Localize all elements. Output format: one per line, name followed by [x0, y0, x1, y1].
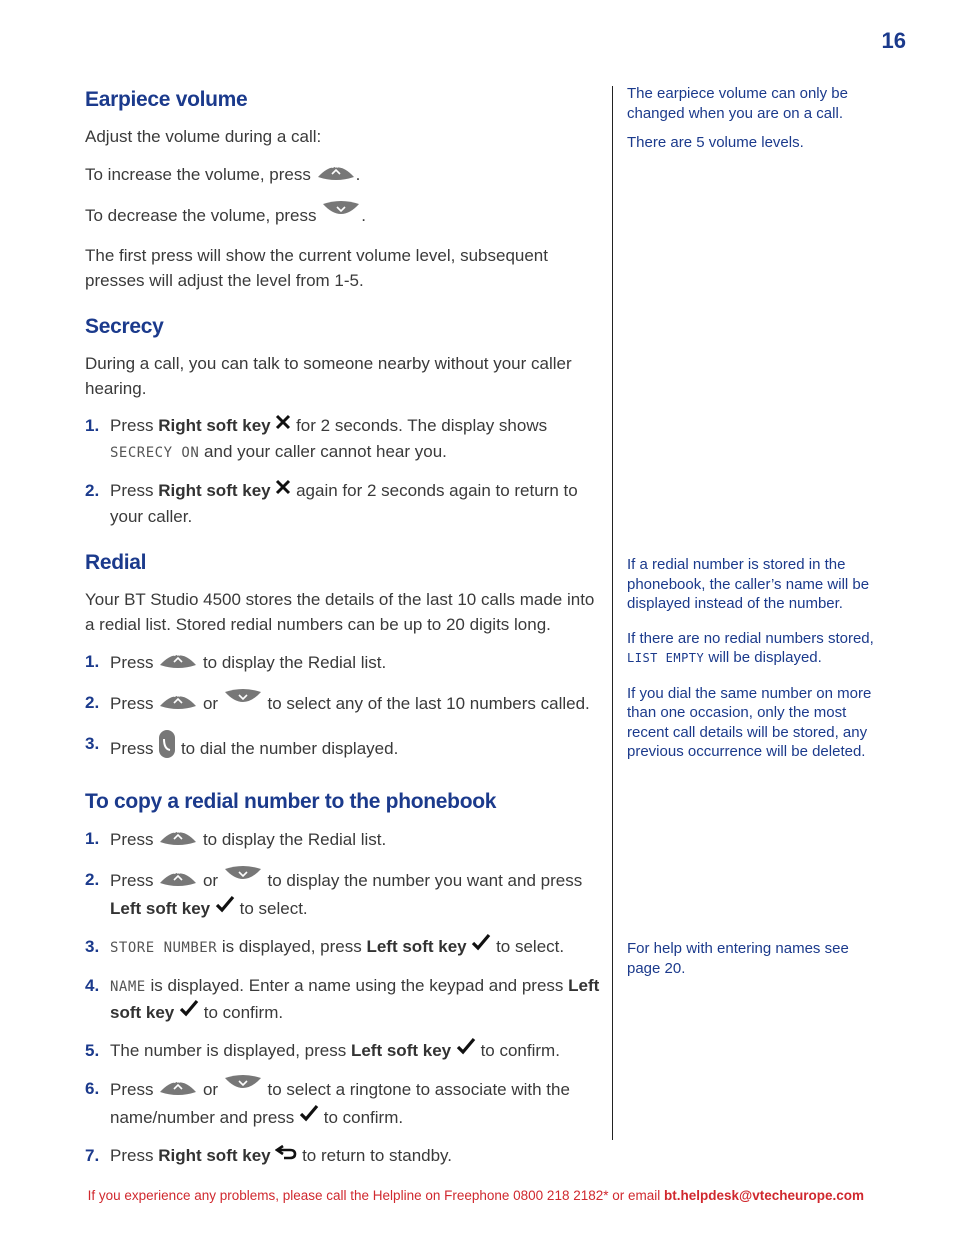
- list-item: 3. STORE NUMBER is displayed, press Left soft key to select.: [85, 934, 605, 961]
- redial-up-key-icon: [158, 865, 198, 894]
- list-item: 4. NAME is displayed. Enter a name using the keypad and press Left soft key to confirm.: [85, 973, 605, 1026]
- svg-text:Redial: Redial: [168, 651, 188, 659]
- cross-icon: [275, 477, 291, 502]
- redial-notes: [627, 555, 877, 777]
- talk-key-icon: [158, 729, 176, 766]
- list-item: 1. Press Right soft key for 2 seconds. The display shows SECRECY ON and your caller cannot hear you.: [85, 413, 605, 466]
- copy-heading: To copy a redial number to the phonebook: [85, 790, 497, 814]
- check-icon: [299, 1104, 319, 1129]
- redial-up-key-icon: [158, 824, 198, 853]
- redial-up-key-icon: [158, 688, 198, 717]
- cross-icon: [275, 412, 291, 437]
- redial-heading: Redial: [85, 551, 147, 575]
- svg-text:Calls: Calls: [235, 702, 250, 710]
- redial-up-key-icon: [158, 647, 198, 676]
- main-column: [85, 88, 605, 1191]
- check-icon: [215, 895, 235, 920]
- note-text: There are 5 volume levels.: [627, 134, 804, 151]
- redial-intro: Your BT Studio 4500 stores the details of the last 10 calls made into a redial list. Stored redial numbers can be up to 20 digits long.: [85, 590, 595, 635]
- back-arrow-icon: [275, 1142, 297, 1167]
- helpdesk-email-link[interactable]: bt.helpdesk@vtecheurope.com: [664, 1188, 864, 1203]
- earpiece-heading: Earpiece volume: [85, 88, 248, 111]
- check-icon: [179, 999, 199, 1024]
- note-text: If you dial the same number on more than one occasion, only the most recent call details will be stored, any previous occurrence will be deleted.: [627, 684, 872, 760]
- check-icon: [456, 1037, 476, 1062]
- volume-levels-text: The first press will show the current volume level, subsequent presses will adjust the level from 1-5.: [85, 246, 548, 290]
- svg-text:Redial: Redial: [326, 163, 345, 170]
- calls-down-key-icon: [321, 200, 361, 229]
- page-number: 16: [881, 28, 906, 53]
- column-divider: [612, 86, 613, 1140]
- note-text: For help with entering names see page 20.: [627, 940, 849, 977]
- helpline-footer: If you experience any problems, please call the Helpline on Freephone 0800 218 2182* or email bt.helpdesk@vtecheurope.com: [87, 1188, 864, 1203]
- svg-text:Redial: Redial: [168, 869, 188, 877]
- earpiece-section: [85, 88, 605, 293]
- list-item: 2. Press Right soft key again for 2 seconds again to return to your caller.: [85, 478, 605, 529]
- list-item: 2. Press Redial or Calls to display the number you want and press Left soft key to select.: [85, 867, 605, 922]
- redial-up-key-icon: [316, 159, 356, 188]
- check-icon: [471, 933, 491, 958]
- secrecy-intro: During a call, you can talk to someone nearby without your caller hearing.: [85, 354, 572, 398]
- note-text: The earpiece volume can only be changed when you are on a call.: [627, 85, 848, 122]
- calls-down-key-icon: [223, 688, 263, 717]
- secrecy-section: [85, 315, 605, 529]
- list-item: 5. The number is displayed, press Left soft key to confirm.: [85, 1038, 605, 1064]
- copy-section: [85, 790, 605, 1169]
- list-item: 7. Press Right soft key to return to standby.: [85, 1143, 605, 1169]
- calls-down-key-icon: [223, 1074, 263, 1103]
- svg-text:Redial: Redial: [168, 692, 188, 700]
- redial-up-key-icon: [158, 1074, 198, 1103]
- svg-text:Calls: Calls: [235, 879, 250, 887]
- list-item: 1. Press Redial to display the Redial list.: [85, 649, 605, 678]
- svg-text:Calls: Calls: [334, 214, 349, 221]
- calls-down-key-icon: [223, 865, 263, 894]
- redial-section: [85, 551, 605, 768]
- note-text: If a redial number is stored in the phonebook, the caller’s name will be displayed instead of the number.: [627, 556, 870, 612]
- redial-steps: [85, 649, 605, 768]
- note-text: If there are no redial numbers stored, LIST EMPTY will be displayed.: [627, 629, 874, 666]
- secrecy-steps: [85, 413, 605, 529]
- decrease-volume-text: To decrease the volume, press Calls .: [85, 202, 605, 231]
- list-item: 3. Press to dial the number displayed.: [85, 731, 605, 768]
- list-item: 2. Press Redial or Calls to select any of the last 10 numbers called.: [85, 690, 605, 719]
- secrecy-heading: Secrecy: [85, 315, 164, 338]
- names-note: [627, 939, 877, 993]
- copy-steps: [85, 826, 605, 1169]
- earpiece-intro: Adjust the volume during a call:: [85, 127, 322, 146]
- list-item: 6. Press Redial or Calls to select a ringtone to associate with the name/number and press to confirm.: [85, 1076, 605, 1131]
- svg-text:Redial: Redial: [168, 1078, 188, 1086]
- list-item: 1. Press Redial to display the Redial list.: [85, 826, 605, 855]
- increase-volume-text: To increase the volume, press Redial .: [85, 161, 605, 190]
- svg-text:Redial: Redial: [168, 828, 188, 836]
- earpiece-notes: [627, 84, 877, 168]
- svg-text:Calls: Calls: [235, 1088, 250, 1096]
